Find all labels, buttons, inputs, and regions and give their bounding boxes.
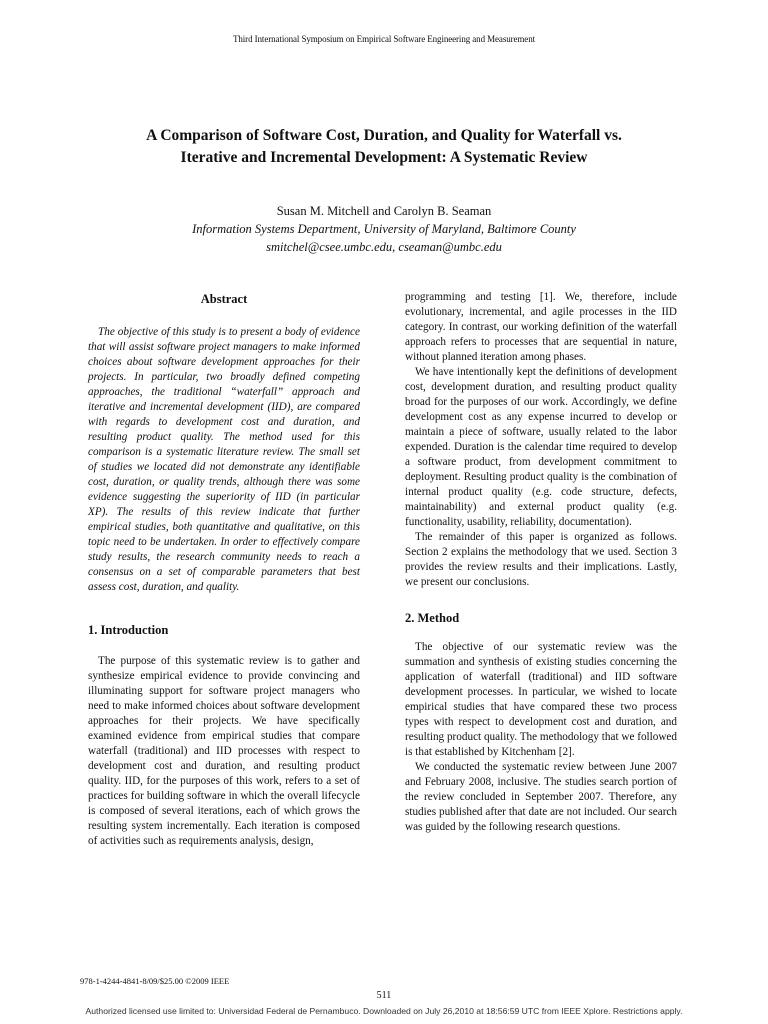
author-emails: smitchel@csee.umbc.edu, cseaman@umbc.edu — [266, 240, 502, 254]
conference-header: Third International Symposium on Empirical Software Engineering and Measurement — [232, 34, 536, 44]
abstract-text: The objective of this study is to present a body of evidence that will assist software project managers to make informed choices about software development approaches for their projects. In particular, two broadly defined competing approaches, the traditional “waterfall” approach and iterative and incremental development (IID), are compared with regards to development cost and duration, and resulting product quality. The method used for this comparison is a systematic literature review. The small set of studies we located did not demonstrate any identifiable cost, duration, or quality trends, although there was some evidence suggesting the superiority of IID (in particular XP). The results of this review indicate that further empirical studies, both quantitative and qualitative, on this topic need to be undertaken. In order to effectively compare study results, the research community needs to reach a consensus on a set of comparable parameters that best assess cost, duration, and quality. — [88, 326, 360, 593]
page-number: 511 — [376, 990, 392, 1001]
method-paragraph-1: The objective of our systematic review was the summation and synthesis of existing studies concerning the application of waterfall (traditional) and IID software development processes. In particular, we wished to locate empirical studies that have compared these two process types with respect to development cost and duration, and resulting product quality. The methodology that we followed is that established by Kitchenham [2]. — [405, 641, 677, 758]
author-affiliation: Information Systems Department, University of Maryland, Baltimore County — [192, 222, 576, 236]
author-block — [0, 202, 768, 256]
paper-title-line-1: A Comparison of Software Cost, Duration, and Quality for Waterfall vs. — [146, 127, 622, 144]
introduction-heading: 1. Introduction — [88, 623, 169, 637]
license-notice: Authorized licensed use limited to: Universidad Federal de Pernambuco. Downloaded on July 26,2010 at 18:56:59 UTC from IEEE Xplore. Restrictions apply. — [85, 1006, 683, 1016]
abstract-heading: Abstract — [200, 292, 248, 306]
left-column — [88, 290, 360, 849]
method-paragraph-2: We conducted the systematic review between June 2007 and February 2008, inclusive. The studies search portion of the review concluded in September 2007. Therefore, any studies published after that date are not included. Our search was guided by the following research questions. — [405, 761, 677, 833]
paper-title — [60, 125, 708, 169]
paper-title-line-2: Iterative and Incremental Development: A Systematic Review — [180, 149, 588, 166]
isbn-copyright: 978-1-4244-4841-8/09/$25.00 ©2009 IEEE — [80, 976, 230, 986]
introduction-paragraph-3: The remainder of this paper is organized as follows. Section 2 explains the methodology that we used. Section 3 provides the review results and their implications. Lastly, we present our conclusions. — [405, 531, 677, 588]
method-heading: 2. Method — [405, 611, 460, 625]
introduction-continuation: programming and testing [1]. We, therefore, include evolutionary, incremental, and agile processes in the IID category. In contrast, our working definition of the waterfall approach refers to processes that are sequential in nature, without planned iteration among phases. — [405, 291, 677, 363]
introduction-paragraph-1: The purpose of this systematic review is to gather and synthesize empirical evidence to provide convincing and illuminating support for software project managers who need to make informed choices about software development approaches for their projects. We have specifically examined evidence from empirical studies that compare waterfall (traditional) and IID processes with respect to development cost and duration, and resulting product quality. IID, for the purposes of this work, refers to a set of practices for building software in which the overall lifecycle is composed of several iterations, each of which grows the resulting system incrementally. Each iteration is composed of activities such as requirements analysis, design, — [88, 655, 360, 847]
right-column — [405, 290, 677, 835]
introduction-paragraph-2: We have intentionally kept the definitions of development cost, development duration, and resulting product quality broad for the purposes of our work. Accordingly, we define development cost as any expense incurred to develop or maintain a piece of software, usually related to the labor expended. Duration is the calendar time required to develop a software product, from development commitment to deployment. Resulting product quality is the combination of internal product quality (e.g. code structure, defects, maintainability) and external product quality (e.g. functionality, usability, reliability, documentation). — [405, 366, 677, 528]
author-names: Susan M. Mitchell and Carolyn B. Seaman — [276, 204, 492, 218]
